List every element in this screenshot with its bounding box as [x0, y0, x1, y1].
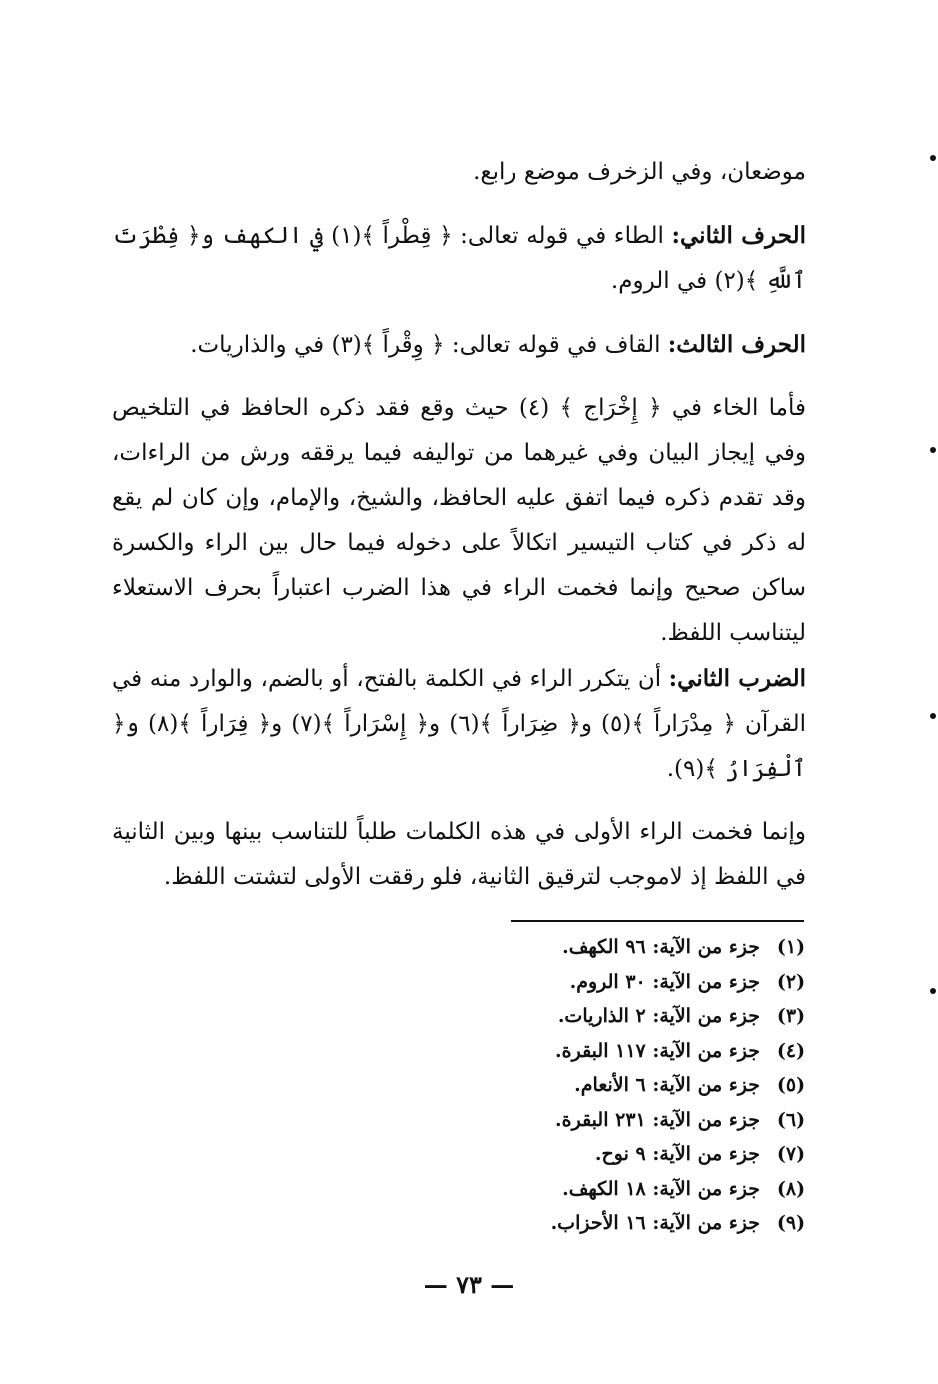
footnote-number: (٦) [776, 1108, 806, 1131]
paragraph-text: موضعان، وفي الزخرف موضع رابع. [473, 159, 806, 185]
footnote-text: جزء من الآية: ٦ الأنعام. [574, 1074, 760, 1096]
footnote-item [446, 965, 806, 1000]
paragraph-text: الطاء في قوله تعالى: ﴿ قِطْراً ﴾(١) في الكهف و﴿ فِطْرَتَ ٱللَّهِ ﴾(٢) في الروم. [112, 223, 806, 294]
footnote-text: جزء من الآية: ٢ الذاريات. [557, 1005, 760, 1027]
paragraph-text: وإنما فخمت الراء الأولى في هذه الكلمات طلباً للتناسب بينها وبين الثانية في اللفظ إذ لاموجب لترقيق الثانية، فلو رققت الأولى لتشتت اللفظ. [112, 819, 806, 890]
paragraph-text: أن يتكرر الراء في الكلمة بالفتح، أو بالضم، والوارد منه في القرآن ﴿ مِدْرَاراً ﴾(٥) و﴿ ضِرَاراً ﴾(٦) و﴿ إِسْرَاراً ﴾(٧) و﴿ فِرَاراً ﴾(٨) و﴿ ٱلْفِرَارُ ﴾(٩). [112, 666, 807, 782]
paragraph-2 [112, 213, 806, 304]
paragraph-6 [112, 810, 806, 900]
page-number: — ٧٣ — [423, 1270, 515, 1299]
footnote-number: (١) [776, 936, 806, 958]
paragraph-1 [112, 150, 806, 195]
main-text [112, 150, 806, 900]
section-heading: الحرف الثالث: [667, 331, 806, 358]
footnote-text: جزء من الآية: ١١٧ البقرة. [555, 1039, 760, 1062]
footnote-text: جزء من الآية: ٢٣١ البقرة. [555, 1108, 760, 1131]
footnote-number: (٣) [776, 1005, 806, 1027]
paragraph-4 [112, 386, 806, 656]
footnote-item [446, 930, 806, 965]
paragraph-text: القاف في قوله تعالى: ﴿ وِقْراً ﴾(٣) في والذاريات. [190, 332, 661, 358]
section-heading: الحرف الثاني: [671, 222, 807, 249]
margin-mark [930, 988, 936, 994]
footnote-item [446, 1068, 806, 1103]
footnote-item [446, 1206, 806, 1241]
paragraph-3 [112, 322, 806, 368]
section-heading: الضرب الثاني: [668, 665, 806, 692]
footnote-text: جزء من الآية: ٩ نوح. [594, 1143, 760, 1165]
footnote-number: (٩) [776, 1212, 806, 1234]
margin-mark [930, 155, 936, 161]
footnote-divider [511, 920, 804, 922]
footnote-item [446, 1137, 806, 1172]
footnotes-list [446, 930, 806, 1241]
footnote-text: جزء من الآية: ٩٦ الكهف. [562, 936, 760, 958]
footnote-item [446, 1103, 806, 1138]
footnote-number: (٤) [776, 1039, 806, 1062]
footnote-item [446, 1172, 806, 1207]
footnote-number: (٢) [776, 970, 806, 993]
footnote-text: جزء من الآية: ٣٠ الروم. [569, 970, 760, 993]
margin-mark [930, 713, 936, 719]
paragraph-text: فأما الخاء في ﴿ إِخْرَاج ﴾ (٤) حيث وقع فقد ذكره الحافظ في التلخيص وفي إيجاز البيان وفي غيرهما من تواليفه فيما يرققه ورش من الراءات، وقد تقدم ذكره فيما اتفق عليه الحافظ، والشيخ، والإمام، وإن كان لم يقع له ذكر في كتاب التيسير اتكالاً على دخوله فيما حال بين الراء والكسرة ساكن صحيح وإنما فخمت الراء في هذا الضرب اعتباراً بحرف الاستعلاء ليتناسب اللفظ. [112, 395, 806, 646]
footnote-number: (٨) [776, 1177, 806, 1200]
footnote-text: جزء من الآية: ١٦ الأحزاب. [550, 1212, 760, 1234]
footnote-text: جزء من الآية: ١٨ الكهف. [562, 1177, 760, 1200]
paragraph-5 [112, 656, 806, 792]
footnote-number: (٧) [776, 1143, 806, 1165]
footnote-number: (٥) [776, 1074, 806, 1096]
footnote-item [446, 1034, 806, 1069]
margin-mark [930, 447, 936, 453]
footnote-item [446, 999, 806, 1034]
